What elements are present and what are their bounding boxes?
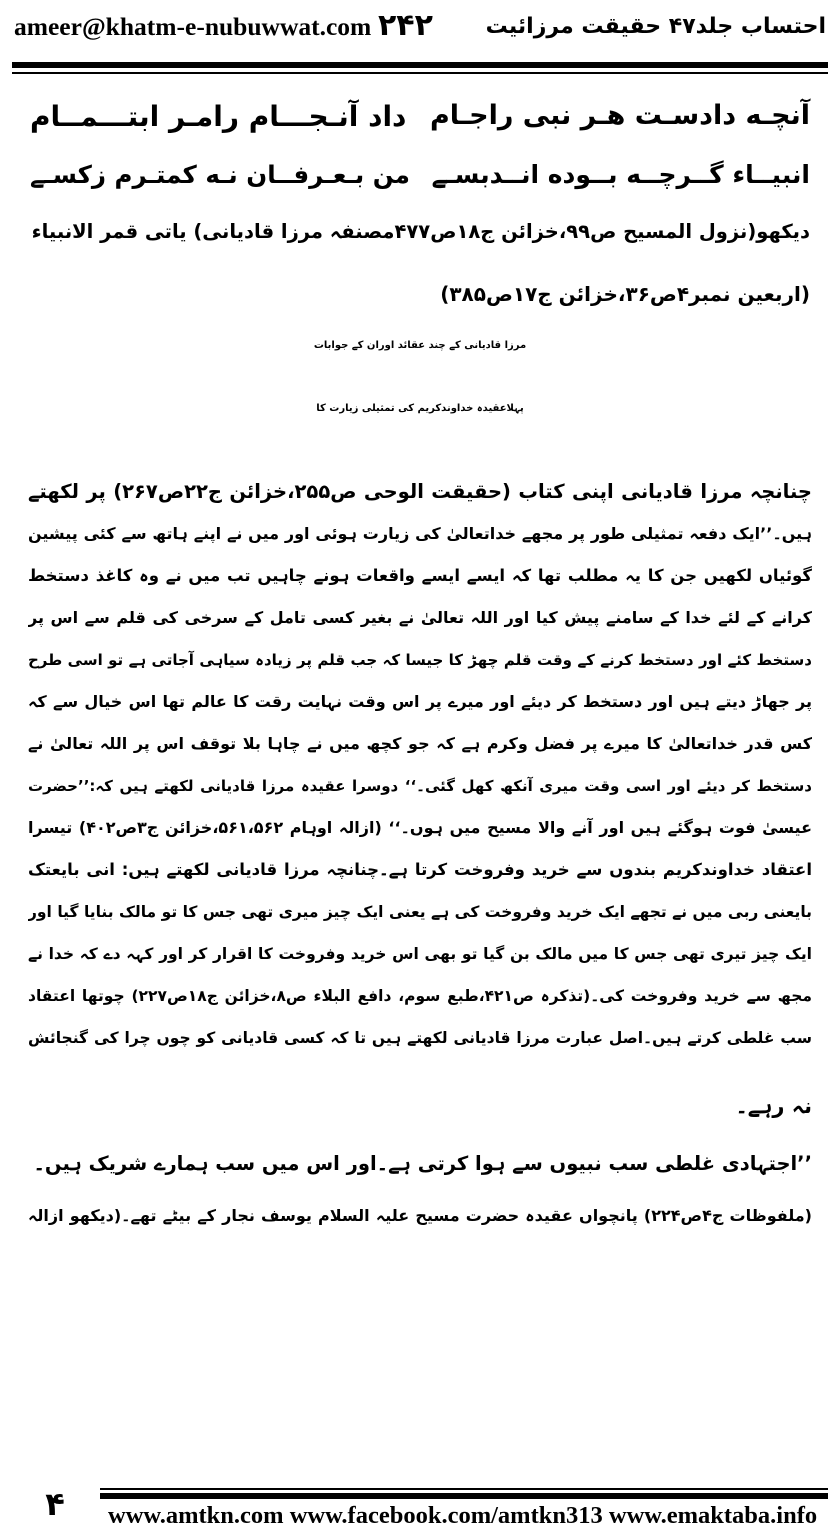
header-rule-thick [12, 62, 828, 68]
body-line: دستخط کئے اور دستخط کرنے کے وقت قلم چھڑ کا جیسا کہ جب قلم پر زیادہ سیاہی آجاتی ہے تو اسی طرح [28, 651, 812, 669]
body-line: گوئیاں لکھیں جن کا یہ مطلب تھا کہ ایسے ایسے واقعات ہونے چاہیں تب میں نے وہ کاغذ دستخط [28, 566, 812, 585]
poem-verse-2-second-hemistich: من بـعـرفــان نـه کمتـرم زکسـے [30, 160, 410, 189]
header-book-title: احتساب جلد۴۷ حقیقت مرزائیت [485, 14, 826, 39]
poem-verse-1-first-hemistich: آنچـه دادسـت هـر نبی راجـام [429, 100, 810, 131]
body-line: ایک چیز تیری تھی جس کا میں مالک بن گیا تو بھی اس خرید وفروخت کا اقرار کر اور کہہ دے کہ خدا نے [28, 945, 812, 963]
footer-rule-thin [100, 1488, 828, 1490]
header-page-number: ۲۴۲ [378, 8, 433, 43]
body-line: عیسیٰ فوت ہوگئے ہیں اور آنے والا مسیح میں ہوں۔‘‘ (ازالہ اوہام ۵۶۱،۵۶۲،خزائن ج۳ص۴۰۲) تیسرا [28, 818, 812, 837]
footer-rule-thick [100, 1493, 828, 1499]
body-line: مجھ سے خرید وفروخت کی۔(تذکرہ ص۴۲۱،طبع سوم، دافع البلاء ص۸،خزائن ج۱۸ص۲۲۷) چوتھا اعتقاد [28, 987, 812, 1005]
page-footer [0, 1484, 840, 1540]
body-line: نہ رہے۔ [735, 1094, 812, 1118]
section-subheading: پہلاعقیدہ خداوندکریم کی تمثیلی زیارت کا [316, 403, 524, 414]
header-rule-thin [12, 72, 828, 74]
body-line: ’’اجتہادی غلطی سب نبیوں سے ہوا کرتی ہے۔اور اس میں سب ہمارے شریک ہیں۔ [33, 1152, 812, 1175]
body-line: کرانے کے لئے خدا کے سامنے پیش کیا اور اللہ تعالیٰ نے بغیر کسی تامل کے سرخی کی قلم سے اس پر [28, 608, 812, 627]
footer-sheet-number: ۴ [20, 1484, 90, 1536]
body-line: چنانچہ مرزا قادیانی اپنی کتاب (حقیقت الوحی ص۲۵۵،خزائن ج۲۲ص۲۶۷) پر لکھتے [28, 480, 812, 503]
body-line: بایعنی ربی میں نے تجھے ایک خرید وفروخت کی ہے یعنی ایک چیز میری تھی جس کا تو مالک بنایا گیا اور [28, 903, 812, 921]
header-email[interactable]: ameer@khatm-e-nubuwwat.com [14, 12, 372, 41]
poem-verse-1 [30, 100, 810, 140]
body-line: دستخط کر دیئے اور اسی وقت میری آنکھ کھل گئی۔‘‘ دوسرا عقیدہ مرزا قادیانی لکھتے ہیں کہ:’’حضرت [28, 777, 812, 795]
body-line: پر جھاڑ دیتے ہیں اور دستخط کر دیئے اور میرے پر اس وقت نہایت رقت کا عالم تھا اس خیال سے کہ [28, 692, 812, 711]
body-line: اعتقاد خداوندکریم بندوں سے خرید وفروخت کرتا ہے۔چنانچہ مرزا قادیانی لکھتے ہیں: انی بایعتک [28, 860, 812, 879]
body-line: کس قدر خداتعالیٰ کا میرے پر فضل وکرم ہے کہ جو کچھ میں نے چاہا بلا توقف اس پر اللہ تعالیٰ نے [28, 734, 812, 753]
body-line: سب غلطی کرتے ہیں۔اصل عبارت مرزا قادیانی لکھتے ہیں تا کہ کسی قادیانی کو چوں چرا کی گنجائش [28, 1029, 812, 1047]
body-line: ہیں۔’’ایک دفعہ تمثیلی طور پر مجھے خداتعالیٰ کی زیارت ہوئی اور میں نے اپنے ہاتھ سے کئی پیشین [28, 524, 812, 543]
section-heading: مرزا قادیانی کے چند عقائد اوران کے جوابات [313, 340, 527, 351]
reference-line-1: دیکھو(نزول المسیح ص۹۹،خزائن ج۱۸ص۴۷۷مصنفہ مرزا قادیانی) یاتی قمر الانبیاء [31, 220, 810, 243]
footer-website-links[interactable]: www.amtkn.com www.facebook.com/amtkn313 www.emaktaba.info [108, 1502, 818, 1529]
body-line: (ملفوظات ج۴ص۲۲۴) پانچواں عقیدہ حضرت مسیح علیہ السلام یوسف نجار کے بیٹے تھے۔(دیکھو ازالہ [28, 1206, 812, 1225]
reference-line-2: (اربعین نمبر۴ص۳۶،خزائن ج۱۷ص۳۸۵) [440, 282, 810, 306]
page-header [0, 0, 840, 70]
poem-verse-1-second-hemistich: داد آنـجـــام رامـر ابتـــمــام [30, 100, 407, 133]
poem-verse-2-first-hemistich: انبیــاء گــرچــه بــوده انــدبسـے [431, 160, 810, 189]
poem-verse-2 [30, 160, 810, 200]
